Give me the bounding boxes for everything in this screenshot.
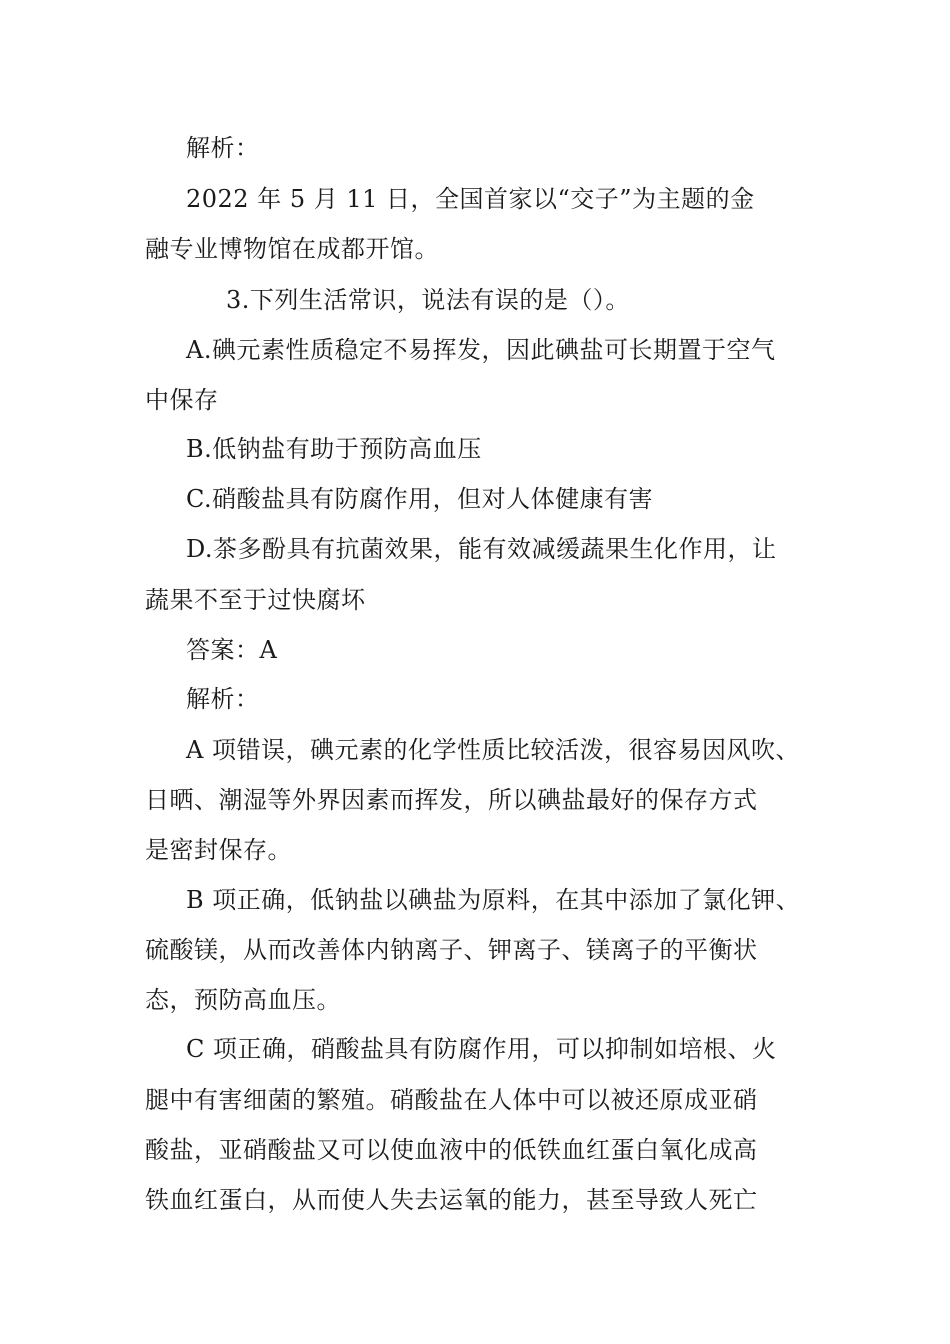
answer-text: 答案：A — [186, 636, 278, 664]
option-d-line: 蔬果不至于过快腐坏 — [145, 586, 366, 614]
explanation-a-line: 是密封保存。 — [145, 836, 292, 864]
explanation-b-line: 态，预防高血压。 — [145, 986, 341, 1014]
question-text: 3.下列生活常识，说法有误的是（）。 — [226, 286, 630, 314]
analysis-label: 解析： — [186, 134, 260, 162]
explanation-a-line: A 项错误，碘元素的化学性质比较活泼，很容易因风吹、 — [186, 736, 800, 764]
option-d-line: D.茶多酚具有抗菌效果，能有效减缓蔬果生化作用，让 — [186, 535, 777, 563]
option-a-line: 中保存 — [145, 386, 219, 414]
explanation-c-line: C 项正确，硝酸盐具有防腐作用，可以抑制如培根、火 — [186, 1035, 777, 1063]
analysis-label: 解析： — [186, 685, 260, 713]
explanation-b-line: 硫酸镁，从而改善体内钠离子、钾离子、镁离子的平衡状 — [145, 936, 758, 964]
option-c: C.硝酸盐具有防腐作用，但对人体健康有害 — [186, 485, 654, 513]
option-b: B.低钠盐有助于预防高血压 — [186, 435, 482, 463]
explanation-c-line: 腿中有害细菌的繁殖。硝酸盐在人体中可以被还原成亚硝 — [145, 1086, 758, 1114]
explanation-a-line: 日晒、潮湿等外界因素而挥发，所以碘盐最好的保存方式 — [145, 786, 758, 814]
explanation-c-line: 酸盐，亚硝酸盐又可以使血液中的低铁血红蛋白氧化成高 — [145, 1136, 758, 1164]
explanation-c-line: 铁血红蛋白，从而使人失去运氧的能力，甚至导致人死亡 — [145, 1186, 758, 1214]
intro-text-line: 2022 年 5 月 11 日，全国首家以“交子”为主题的金 — [186, 185, 755, 213]
explanation-b-line: B 项正确，低钠盐以碘盐为原料，在其中添加了氯化钾、 — [186, 886, 801, 914]
intro-text-line: 融专业博物馆在成都开馆。 — [145, 235, 439, 263]
option-a-line: A.碘元素性质稳定不易挥发，因此碘盐可长期置于空气 — [186, 336, 776, 364]
